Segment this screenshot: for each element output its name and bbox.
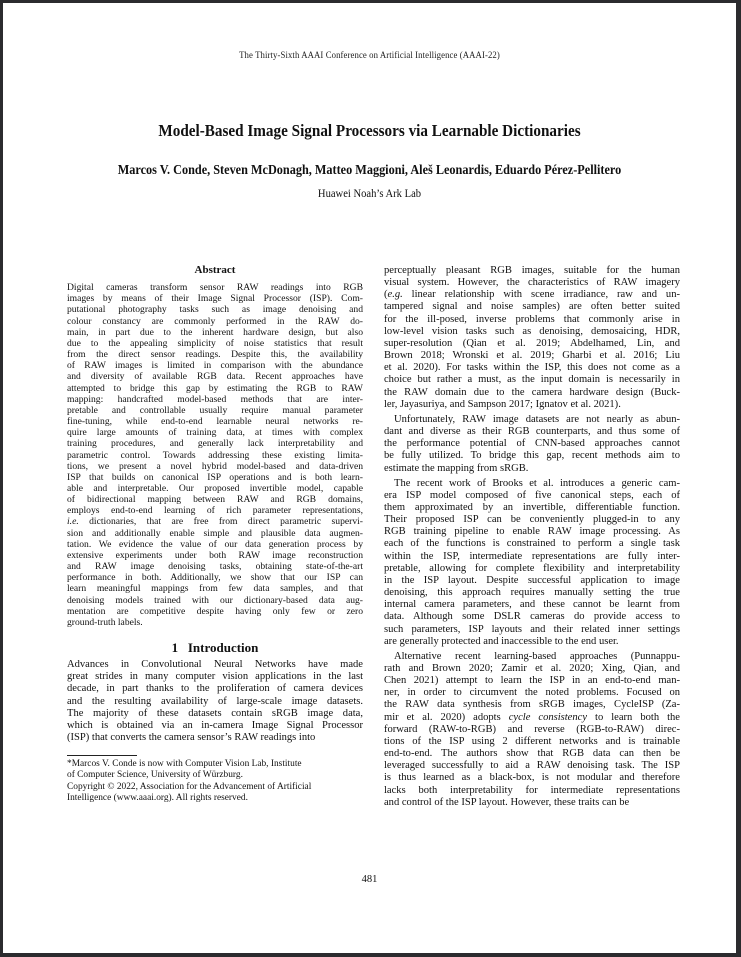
paper-page [3, 3, 736, 953]
affiliation: Huawei Noah’s Ark Lab [317, 188, 422, 200]
text-line: fine-tuning, while end-to-end learnable neural networks re- [67, 416, 363, 428]
text-line: i.e. dictionaries, that are free from direct parametric supervi- [67, 516, 363, 528]
text-line: putational photography tasks such as image denoising and [67, 304, 363, 316]
text-line: et al. 2020). For tasks within the ISP, this does not come as a [384, 362, 680, 374]
text-line: which is obtained via an in-camera Image Signal Processor [67, 719, 363, 731]
text-line: from the direct sensor readings. Despite this, the availability [67, 349, 363, 361]
text-line: end-to-end. The authors show that RGB data can then be [384, 748, 680, 760]
text-line: performance in both. Additionally, we show that our ISP can [67, 572, 363, 584]
author-list: Marcos V. Conde, Steven McDonagh, Matteo Maggioni, Aleš Leonardis, Eduardo Pérez-Pellitero [117, 162, 622, 177]
text-line: ner, in order to circumvent the noted problems. Focused on [384, 687, 680, 699]
text-line: extensive experiments under both RAW image reconstruction [67, 549, 363, 561]
text-line: data. Although some DSLR cameras do provide access to [384, 611, 680, 623]
text-line: rath and Brown 2020; Zamir et al. 2020; Xing, Qian, and [384, 663, 680, 674]
text-line: and the resulting availability of large-scale image datasets. [67, 695, 363, 707]
text-line: Alternative recent learning-based approaches (Punnappu- [394, 650, 680, 662]
text-line: the RAW data synthesis from sRGB images, CycleISP (Za- [384, 699, 680, 711]
text-line: great strides in many computer vision applications in the last [67, 671, 363, 683]
text-line: pretable and controllable usually require manual parameter [67, 404, 363, 416]
text-line: colour constancy are commonly performed in the RAW do- [67, 315, 363, 327]
text-line: denoising models trained with our dictionary-based data aug- [67, 594, 363, 606]
text-line: forward (RAW-to-RGB) and reverse (RGB-to-RAW) direc- [384, 723, 680, 735]
text-line: due to the appealing simplicity of noise statistics that result [67, 337, 363, 349]
text-line: Digital cameras transform sensor RAW readings into RGB [67, 282, 363, 294]
right-column [384, 265, 680, 809]
text-line: attempted to bridge this gap by estimating the RGB to RAW [67, 382, 363, 394]
text-line: tions of the ISP using 2 different networks and is trainable [384, 735, 680, 747]
text-line: ler, Jayasuriya, and Sampson 2017; Ignatov et al. 2021). [384, 398, 621, 410]
text-line: learn meaningful mappings from few data samples, and that [67, 583, 363, 595]
text-line: of bidirectional mapping between RAW and RGB domains, [67, 494, 363, 506]
text-line: decade, in part thanks to the proliferation of camera devices [67, 683, 363, 695]
text-line: dant and diverse as their RGB counterparts, and thus some of [384, 426, 680, 438]
text-line: tampered signal and noise samples) are often better suited [384, 301, 680, 313]
text-line: be fully utilized. To bridge this gap, recent methods aim to [384, 450, 680, 462]
left-column [67, 264, 363, 804]
text-line: super-resolution (Qian et al. 2019; Abdelhamed, Lin, and [384, 337, 680, 349]
abstract-heading: Abstract [194, 264, 236, 276]
text-line: Copyright © 2022, Association for the Advancement of Artificial [67, 781, 312, 792]
section-title: Introduction [187, 640, 259, 655]
paper-title: Model-Based Image Signal Processors via Learnable Dictionaries [158, 121, 581, 140]
text-line: era ISP model composed of five canonical steps, each of [384, 489, 680, 501]
text-line: within the ISP, intermediate representations are fully inter- [384, 550, 680, 562]
text-line: of RAW images is limited in comparison with the abundance [67, 360, 363, 372]
running-head: The Thirty-Sixth AAAI Conference on Artificial Intelligence (AAAI-22) [239, 51, 500, 61]
intro-paragraph [384, 265, 680, 411]
text-line: able and interpretable. Our proposed invertible model, capable [67, 482, 363, 494]
text-line: estimate the mapping from sRGB. [384, 462, 529, 474]
text-line: quire large amounts of training data, at times with complex [67, 427, 363, 439]
text-line: Chen 2021) attempt to learn the ISP in an end-to-end man- [384, 675, 680, 687]
text-line: *Marcos V. Conde is now with Computer Vision Lab, Institute [67, 759, 302, 770]
abstract-body [67, 282, 363, 628]
text-line: training procedures, and generally lack interpretability and [67, 438, 363, 450]
text-line: and control of the ISP layout. However, these traits can be [384, 796, 630, 808]
intro-paragraph [384, 651, 680, 809]
text-line: low-level vision tasks such as denoising, demosaicing, HDR, [384, 325, 680, 337]
text-line: are generally protected and inaccessible to the end user. [384, 635, 619, 647]
text-line: choice but rather a must, as the input domain is necessarily in [384, 374, 680, 386]
text-line: parametric control. Towards addressing these existing limita- [67, 449, 363, 461]
footnotes [67, 759, 363, 804]
section-number: 1 [171, 640, 179, 655]
text-line: (e.g. linear relationship with scene irradiance, raw and un- [384, 289, 680, 301]
text-line: ISP that builds on canonical ISP operations and is both learn- [67, 471, 363, 483]
text-line: RGB training pipeline to enable RAW image processing. As [384, 526, 680, 538]
text-line: tation. We evidence the value of our data generation process by [67, 538, 363, 550]
text-line: tions, we present a novel hybrid model-based and data-driven [67, 460, 363, 472]
text-line: of Computer Science, University of Würzburg. [67, 770, 243, 781]
footnote-rule [67, 755, 137, 756]
text-line: perceptually pleasant RGB images, suitable for the human [384, 265, 680, 276]
text-line: The recent work of Brooks et al. introduces a generic cam- [394, 477, 680, 489]
text-line: mentation are competitive despite having only few or zero [67, 605, 363, 617]
text-line: Advances in Convolutional Neural Networks have made [67, 659, 363, 671]
intro-paragraph [384, 478, 680, 648]
section-heading-introduction [67, 642, 363, 654]
text-line: sion and additionally enable simple and plausible data augmen- [67, 527, 363, 539]
text-line: mir et al. 2020) adopts cycle consistency to learn both the [384, 711, 680, 723]
text-line: (ISP) that converts the camera sensor’s RAW readings into [67, 732, 316, 744]
text-line: the performance potential of CNN-based approaches cannot [384, 438, 680, 450]
text-line: them approximated by an invertible, differentiable function. [384, 501, 680, 513]
text-line: each of the functions is constrained to perform a single task [384, 538, 680, 550]
text-line: leveraged successfully to aid a RAW denoising task. The ISP [384, 760, 680, 772]
text-line: internal camera parameters, and these cannot be learnt from [384, 599, 680, 611]
text-line: visual system. However, the characteristics of RAW imagery [384, 277, 680, 289]
text-line: images by means of their Image Signal Processor (ISP). Com- [67, 293, 363, 305]
text-line: Intelligence (www.aaai.org). All rights reserved. [67, 792, 248, 803]
text-line: such parameters, ISP layouts and their related inner settings [384, 623, 680, 635]
text-line: mapping: handcrafted model-based methods that are inter- [67, 393, 363, 405]
text-line: and diversity of available RGB data. Recent approaches have [67, 371, 363, 383]
text-line: main, in part due to the inherent hardware design, but also [67, 326, 363, 338]
text-line: Brown 2018; Wronski et al. 2019; Gharbi et al. 2016; Liu [384, 350, 680, 362]
text-line: for the ill-posed, inverse problems that commonly arise in [384, 313, 680, 325]
text-line: lacks both interpretability for intermediate representations [384, 784, 680, 796]
text-line: The majority of these datasets contain sRGB image data, [67, 707, 363, 719]
text-line: is thus learned as a black-box, is not modular and therefore [384, 772, 680, 784]
text-line: denoising, this approach requires manually setting the true [384, 587, 680, 599]
text-line: ground-truth labels. [67, 616, 143, 628]
page-number: 481 [361, 874, 378, 885]
text-line: Their proposed ISP can be conveniently plugged-in to any [384, 514, 680, 526]
text-line: and RAW image denoising tasks, obtaining state-of-the-art [67, 561, 363, 573]
text-line: pretable, allowing for complete flexibility and interpretability [384, 562, 680, 574]
intro-paragraph [384, 414, 680, 475]
text-line: employs end-to-end learning of rich parameter representations, [67, 505, 363, 517]
intro-left-paragraph [67, 659, 363, 744]
text-line: the RAW domain due to the camera hardware design (Buck- [384, 386, 680, 398]
text-line: in the ISP layout. Despite successful application to image [384, 574, 680, 586]
text-line: Unfortunately, RAW image datasets are not nearly as abun- [394, 413, 680, 425]
